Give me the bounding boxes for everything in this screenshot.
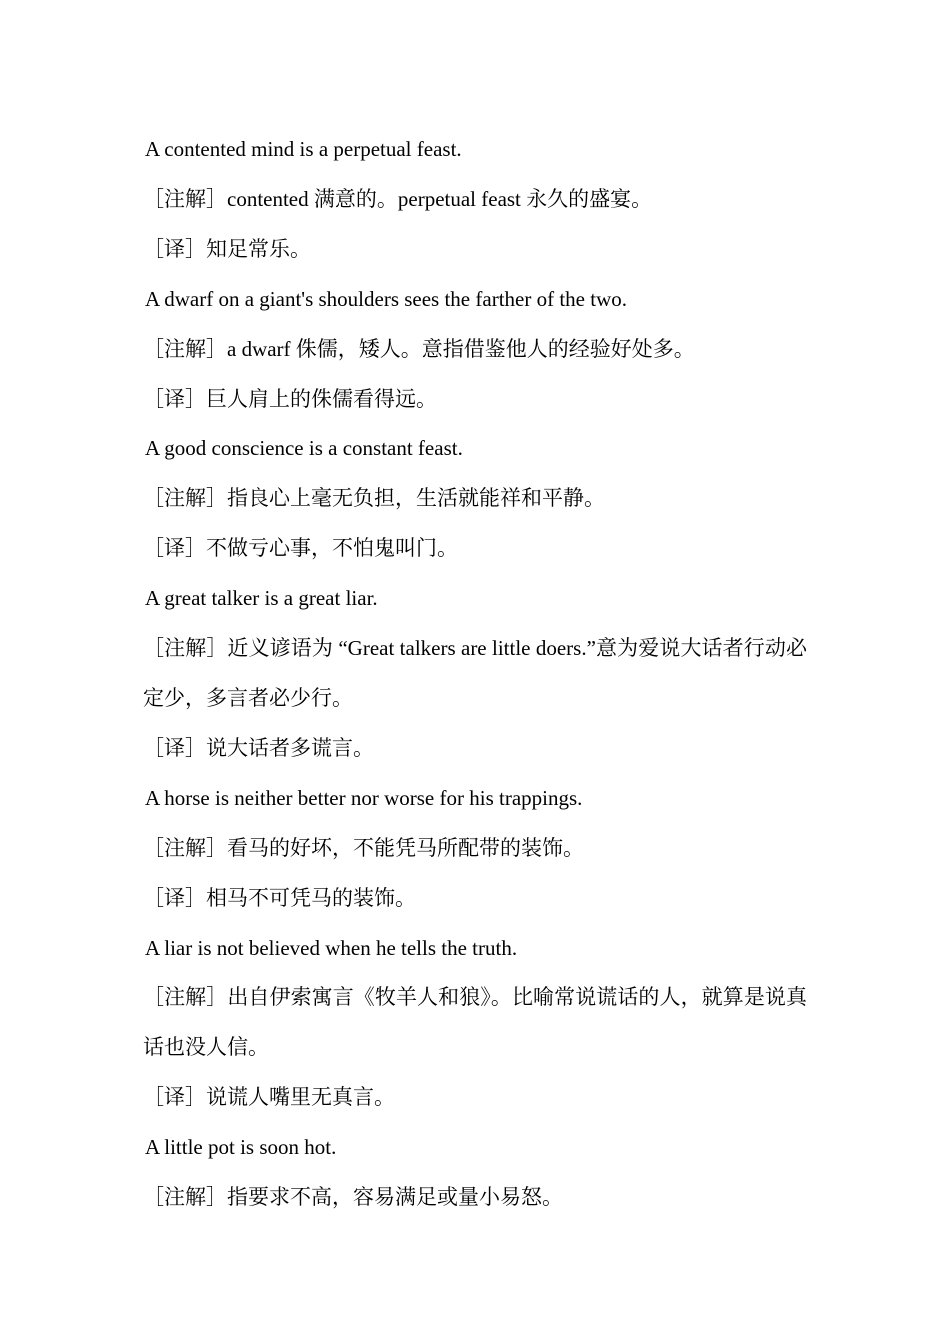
- proverb-text: A good conscience is a constant feast.: [145, 436, 463, 461]
- proverb-text: A horse is neither better nor worse for his trappings.: [145, 785, 583, 810]
- annotation-text: ［注解］近义谚语为 “Great talkers are little doers.”意为爱说大话者行动必定少，多言者必少行。: [143, 636, 807, 710]
- proverb-text: A dwarf on a giant's shoulders sees the farther of the two.: [145, 286, 627, 311]
- annotation-text: ［注解］contented 满意的。perpetual feast 永久的盛宴。: [143, 186, 653, 211]
- annotation-text: ［注解］指良心上毫无负担，生活就能祥和平静。: [143, 486, 605, 511]
- translation-text: ［译］说大话者多谎言。: [143, 735, 374, 760]
- annotation-text: ［注解］指要求不高，容易满足或量小易怒。: [143, 1185, 563, 1210]
- document-body: [145, 125, 807, 1223]
- translation-text: ［译］相马不可凭马的装饰。: [143, 885, 416, 910]
- proverb-text: A little pot is soon hot.: [145, 1135, 337, 1160]
- translation-text: ［译］说谎人嘴里无真言。: [143, 1085, 395, 1110]
- translation-text: ［译］不做亏心事，不怕鬼叫门。: [143, 536, 458, 561]
- annotation-text: ［注解］看马的好坏，不能凭马所配带的装饰。: [143, 835, 584, 860]
- proverb-text: A liar is not believed when he tells the truth.: [145, 935, 518, 960]
- proverb-text: A great talker is a great liar.: [145, 586, 378, 611]
- annotation-text: ［注解］出自伊索寓言《牧羊人和狼》。比喻常说谎话的人，就算是说真话也没人信。: [143, 985, 807, 1060]
- translation-text: ［译］知足常乐。: [143, 236, 311, 261]
- proverb-text: A contented mind is a perpetual feast.: [145, 137, 462, 161]
- translation-text: ［译］巨人肩上的侏儒看得远。: [143, 386, 437, 411]
- annotation-text: ［注解］a dwarf 侏儒，矮人。意指借鉴他人的经验好处多。: [143, 336, 695, 361]
